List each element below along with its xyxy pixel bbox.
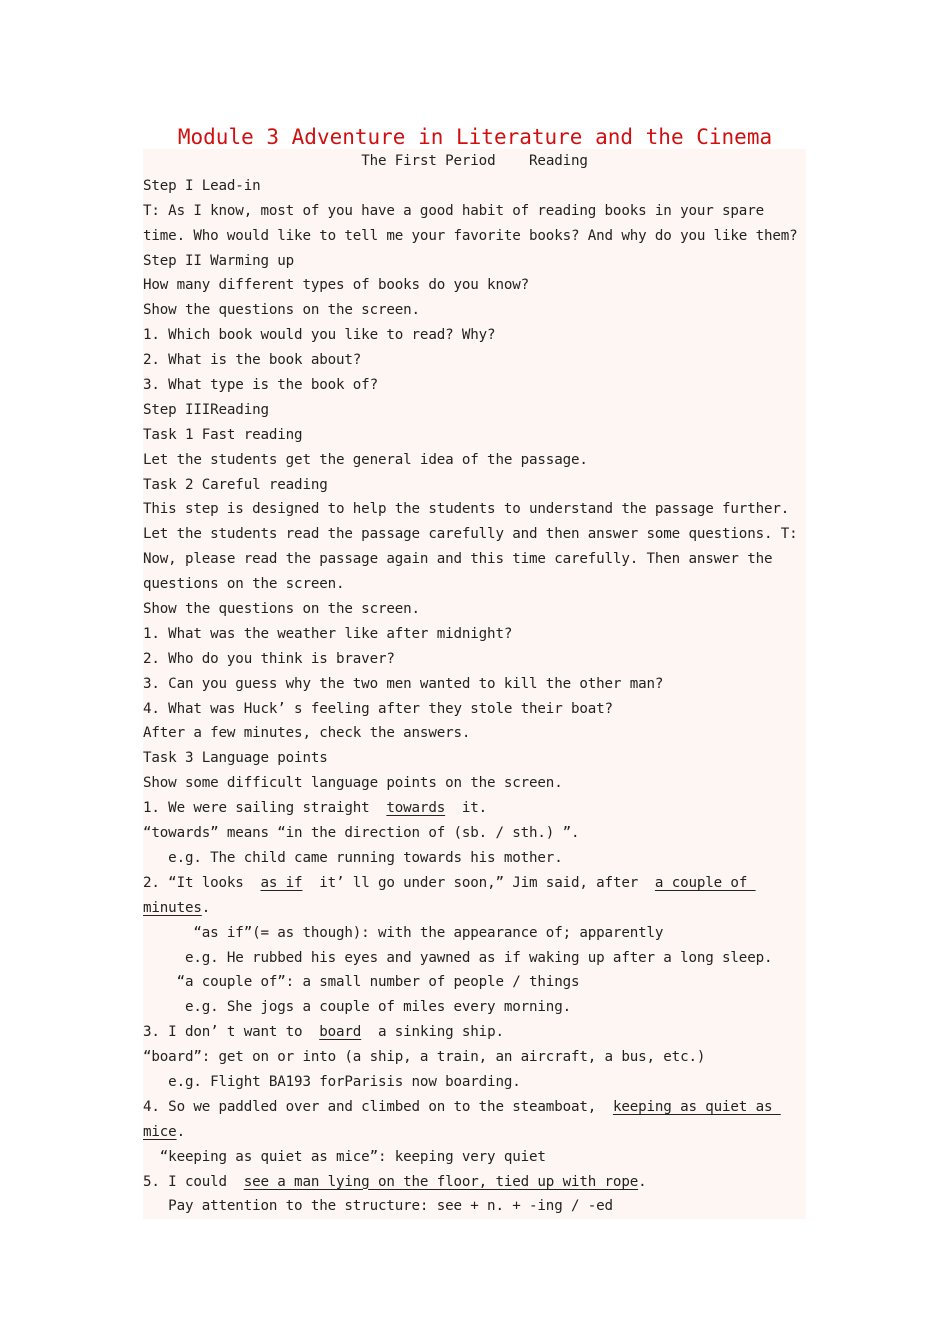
text-line	[143, 547, 806, 572]
text-line	[143, 373, 806, 398]
text-line	[143, 1170, 806, 1195]
text-segment: e.g. Flight BA193 forParisis now boarding.	[143, 1073, 521, 1090]
text-line	[143, 946, 806, 971]
text-segment: it.	[445, 800, 488, 817]
text-segment: e.g. He rubbed his eyes and yawned as if waking up after a long sleep.	[143, 949, 773, 966]
text-segment: “towards” means “in the direction of (sb. / sth.) ”.	[143, 825, 580, 842]
text-line	[143, 622, 806, 647]
text-segment: Show the questions on the screen.	[143, 601, 420, 618]
text-segment: After a few minutes, check the answers.	[143, 725, 471, 742]
text-line	[143, 423, 806, 448]
text-segment: “a couple of”: a small number of people / things	[143, 974, 580, 991]
underlined-phrase: keeping as quiet as	[612, 1098, 781, 1115]
text-line	[143, 871, 806, 896]
text-line	[143, 672, 806, 697]
text-segment: it’ ll go under soon,” Jim said, after	[302, 874, 655, 891]
text-line	[143, 1145, 806, 1170]
text-segment: Step II Warming up	[143, 252, 295, 269]
text-segment: “keeping as quiet as mice”: keeping very quiet	[143, 1148, 546, 1165]
text-segment: Pay attention to the structure: see + n. + -ing / -ed	[143, 1198, 613, 1215]
text-line	[143, 796, 806, 821]
text-line	[143, 921, 806, 946]
text-segment: 2. “It looks	[143, 874, 261, 891]
text-line	[143, 721, 806, 746]
text-segment: 4. So we paddled over and climbed on to the steamboat,	[143, 1098, 613, 1115]
text-segment: “board”: get on or into (a ship, a train, an aircraft, a bus, etc.)	[143, 1049, 706, 1066]
text-line	[143, 522, 806, 547]
text-segment: Let the students read the passage carefully and then answer some questions. T:	[143, 526, 798, 543]
underlined-phrase: board	[319, 1024, 362, 1041]
text-line	[143, 323, 806, 348]
underlined-phrase: towards	[386, 800, 446, 817]
text-line	[143, 572, 806, 597]
underlined-phrase: a couple of	[654, 874, 756, 891]
text-segment: .	[638, 1173, 647, 1190]
text-line	[143, 448, 806, 473]
text-line	[143, 995, 806, 1020]
text-line	[143, 273, 806, 298]
text-segment: .	[201, 899, 211, 916]
text-segment: 3. I don’ t want to	[143, 1024, 320, 1041]
underlined-phrase: minutes	[143, 899, 202, 916]
underlined-phrase: as if	[260, 874, 303, 891]
text-line	[143, 249, 806, 274]
text-line	[143, 149, 806, 174]
text-segment: Show the questions on the screen.	[143, 302, 420, 319]
text-segment: time. Who would like to tell me your favorite books? And why do you like them?	[143, 227, 798, 244]
text-segment: 3. What type is the book of?	[143, 377, 378, 394]
text-segment: 2. What is the book about?	[143, 352, 362, 369]
document-title: Module 3 Adventure in Literature and the Cinema	[177, 125, 773, 149]
text-line	[143, 647, 806, 672]
text-segment: 4. What was Huck’ s feeling after they stole their boat?	[143, 700, 613, 717]
text-segment: e.g. The child came running towards his mother.	[143, 849, 563, 866]
text-segment: Task 3 Language points	[143, 750, 328, 767]
text-segment: How many different types of books do you know?	[143, 277, 530, 294]
text-line	[143, 398, 806, 423]
text-line	[143, 970, 806, 995]
text-segment: 2. Who do you think is braver?	[143, 650, 395, 667]
text-line	[143, 1194, 806, 1219]
document-body	[143, 149, 806, 1219]
text-line	[143, 846, 806, 871]
text-segment: questions on the screen.	[143, 576, 345, 593]
text-segment: Task 1 Fast reading	[143, 426, 303, 443]
text-line	[143, 298, 806, 323]
underlined-phrase: see a man lying on the floor, tied up with rope	[243, 1173, 639, 1190]
text-segment: Show some difficult language points on the screen.	[143, 775, 563, 792]
text-line	[143, 497, 806, 522]
text-line	[143, 1020, 806, 1045]
text-line	[143, 597, 806, 622]
text-line	[143, 771, 806, 796]
text-segment: .	[176, 1123, 185, 1140]
text-line	[143, 473, 806, 498]
text-segment: 1. Which book would you like to read? Why?	[143, 327, 496, 344]
text-segment: 1. What was the weather like after midnight?	[143, 625, 513, 642]
text-line	[143, 821, 806, 846]
text-line	[143, 697, 806, 722]
text-line	[143, 1120, 806, 1145]
text-line	[143, 199, 806, 224]
text-segment: Let the students get the general idea of the passage.	[143, 451, 588, 468]
text-segment: Step I Lead-in	[143, 177, 261, 194]
text-line	[143, 1095, 806, 1120]
text-line	[143, 224, 806, 249]
text-segment: Step IIIReading	[143, 401, 269, 418]
text-segment: Now, please read the passage again and this time carefully. Then answer the	[143, 551, 773, 568]
text-segment: 5. I could	[143, 1173, 244, 1190]
text-segment: The First Period Reading	[361, 153, 588, 169]
text-segment: a sinking ship.	[361, 1024, 504, 1041]
text-line	[143, 348, 806, 373]
text-segment: e.g. She jogs a couple of miles every morning.	[143, 999, 571, 1016]
text-line	[143, 1045, 806, 1070]
text-segment: T: As I know, most of you have a good habit of reading books in your spare	[143, 202, 764, 219]
text-segment: 3. Can you guess why the two men wanted to kill the other man?	[143, 675, 664, 692]
text-segment: “as if”(= as though): with the appearance of; apparently	[143, 924, 664, 941]
text-line	[143, 174, 806, 199]
text-segment: 1. We were sailing straight	[143, 800, 387, 817]
text-line	[143, 1070, 806, 1095]
text-line	[143, 896, 806, 921]
text-line	[143, 746, 806, 771]
underlined-phrase: mice	[143, 1123, 177, 1140]
text-segment: Task 2 Careful reading	[143, 476, 328, 493]
text-segment: This step is designed to help the students to understand the passage further.	[143, 501, 790, 518]
